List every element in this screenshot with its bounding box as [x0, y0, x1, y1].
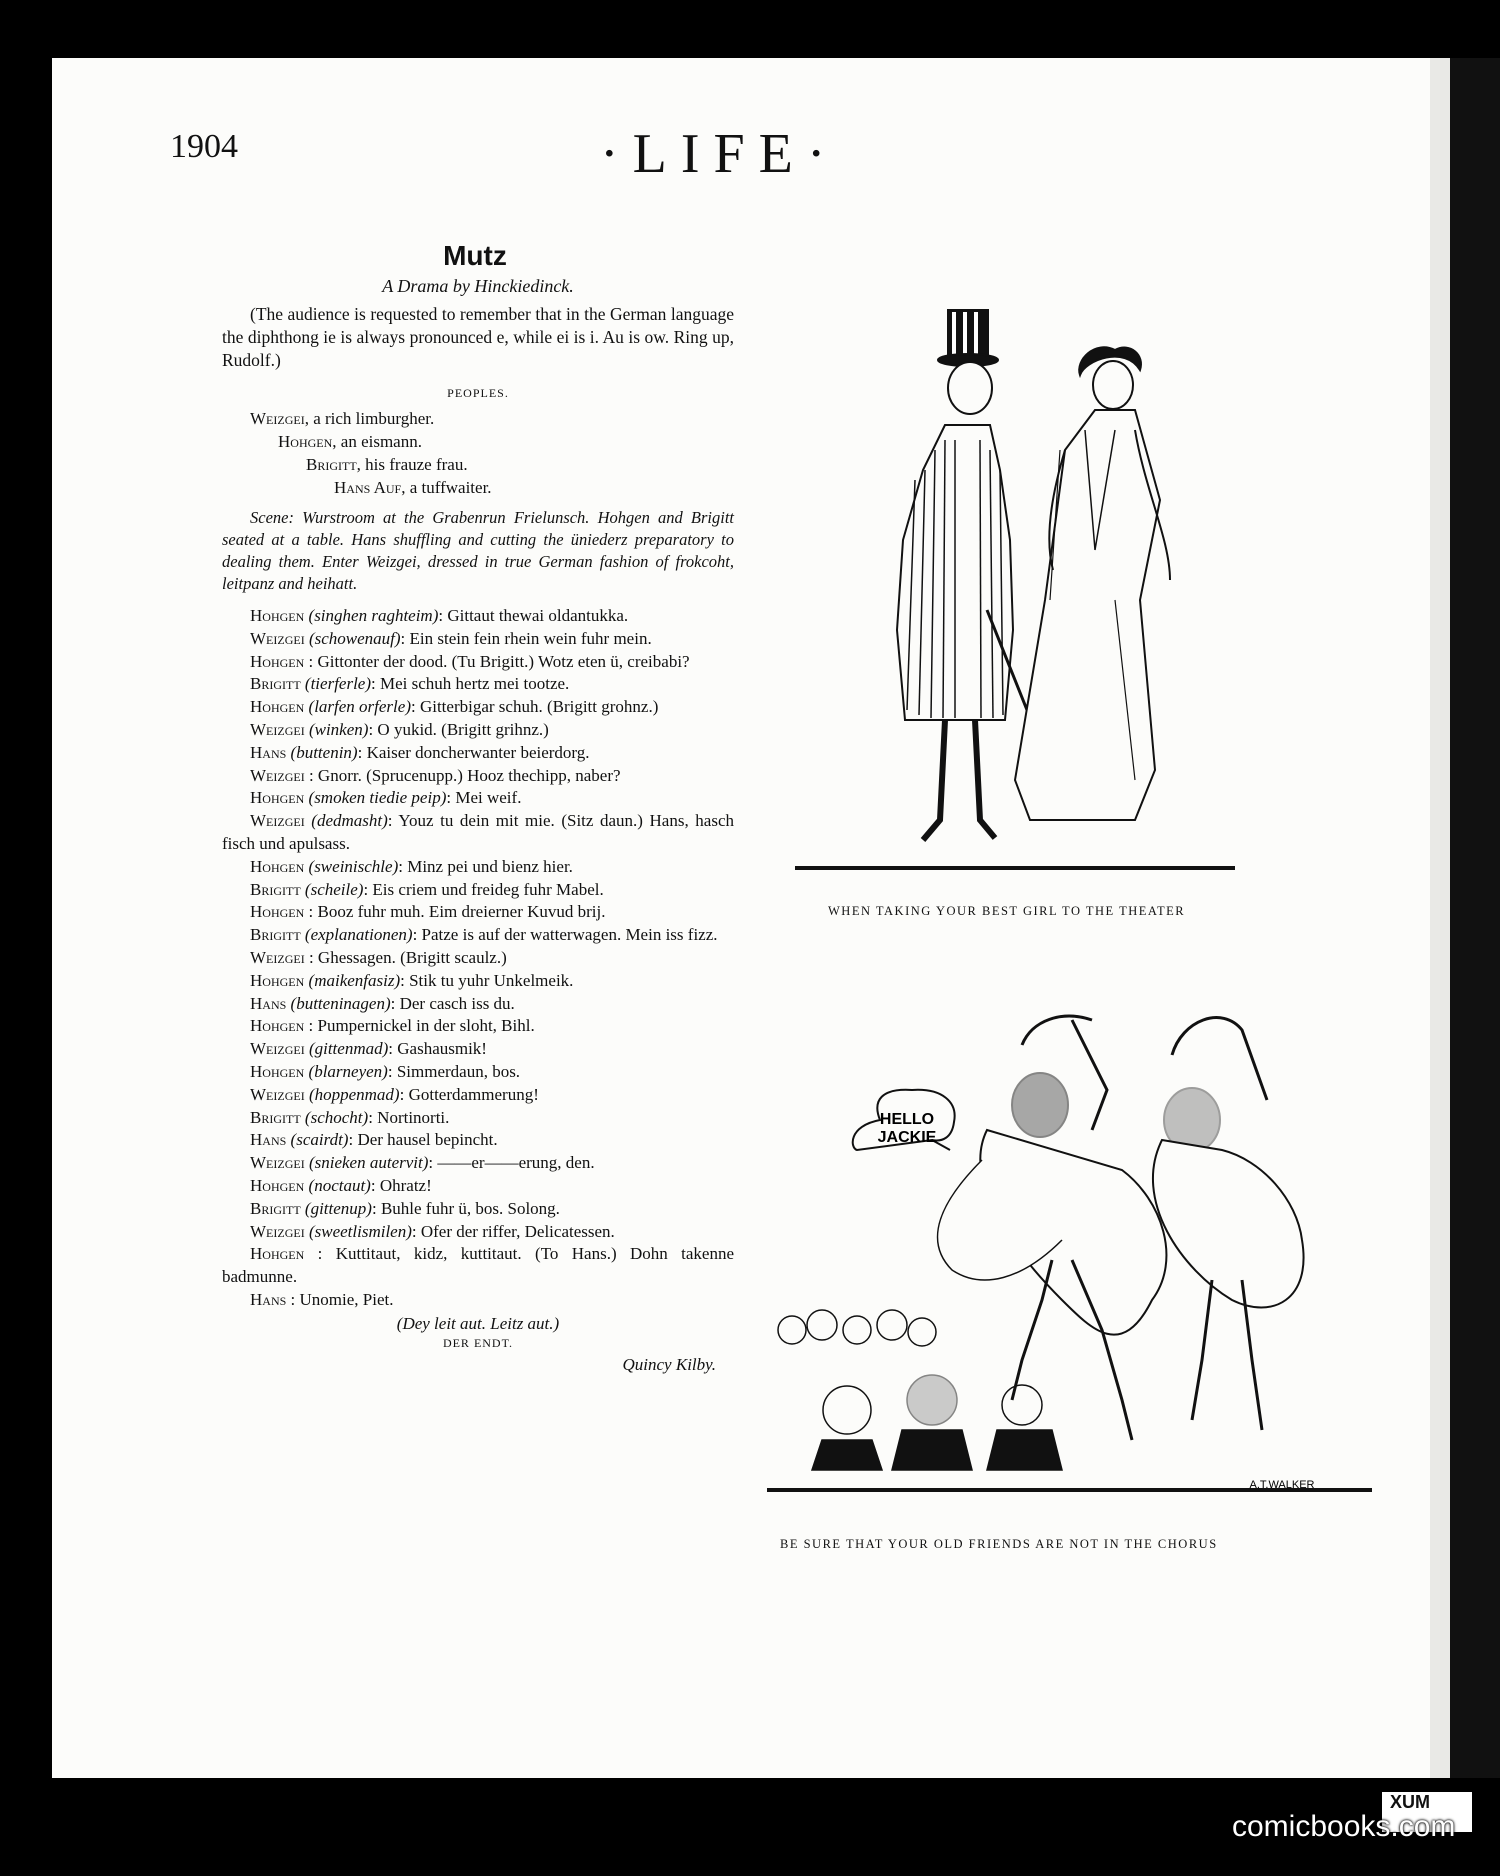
line-text: : Nortinorti. — [368, 1107, 450, 1127]
dialogue-line — [222, 1243, 734, 1289]
stage-direction: (gittenmad) — [308, 1039, 389, 1059]
speaker-name: Hohgen — [250, 651, 305, 671]
dialogue-line — [222, 1152, 734, 1175]
line-text: : Gittaut thewai oldantukka. — [438, 606, 629, 625]
closing-stage-direction: (Dey leit aut. Leitz aut.) — [396, 1313, 560, 1333]
speaker-name: Hohgen — [250, 788, 305, 808]
page-edge — [1430, 58, 1450, 1778]
dialogue-line — [222, 970, 734, 993]
cast-item: Weizgei, a rich limburgher. — [250, 409, 435, 428]
line-text: : Gashausmik! — [388, 1039, 487, 1059]
dialogue-line — [222, 787, 734, 810]
dialogue-line — [222, 1289, 734, 1312]
chorus-illustration — [762, 1000, 1382, 1500]
stage-direction: (schowenauf) — [308, 628, 401, 648]
dialogue — [222, 605, 734, 1312]
speaker-name: Hohgen — [250, 697, 305, 717]
dialogue-line — [222, 810, 734, 856]
dialogue-line — [222, 1084, 734, 1107]
speech-bubble-line: JACKIE — [877, 1129, 937, 1146]
bottom-illustration-caption: BE SURE THAT YOUR OLD FRIENDS ARE NOT IN THE CHORUS — [780, 1537, 1218, 1551]
dialogue-line — [222, 879, 734, 902]
speaker-name: Brigitt — [250, 1107, 301, 1127]
cast-item: Hans Auf, a tuffwaiter. — [334, 478, 492, 497]
line-text: : Stik tu yuhr Unkelmeik. — [400, 970, 574, 990]
dialogue-line — [222, 1129, 734, 1152]
masthead: ·LIFE· — [600, 123, 840, 185]
line-text: : Booz fuhr muh. Eim dreierner Kuvud brij. — [308, 902, 606, 922]
dialogue-line — [222, 1038, 734, 1061]
artist-signature: A.T.WALKER — [1249, 1479, 1315, 1491]
line-text: : Youz tu dein mit mie. (Sitz daun.) Hans, hasch fisch und apulsass. — [222, 811, 735, 853]
line-text: : Ohratz! — [370, 1175, 432, 1195]
couple-illustration — [795, 300, 1315, 875]
cast-item: Hohgen, an eismann. — [278, 432, 422, 451]
dialogue-line — [222, 1198, 734, 1221]
dialogue-line — [222, 765, 734, 788]
speaker-name: Weizgei — [250, 1153, 305, 1173]
speaker-name: Hohgen — [250, 1244, 305, 1264]
speaker-name: Brigitt — [250, 925, 301, 945]
scan-border — [1450, 58, 1500, 1778]
speaker-name: Weizgei — [250, 811, 305, 831]
line-text: : Kuttitaut, kidz, kuttitaut. (To Hans.) Dohn takenne badmunne. — [222, 1244, 735, 1287]
dialogue-line — [222, 993, 734, 1016]
line-text: : Gotterdammerung! — [399, 1084, 539, 1104]
line-text: : Ein stein fein rhein wein fuhr mein. — [400, 628, 652, 648]
author-signature: Quincy Kilby. — [622, 1354, 716, 1374]
stage-direction: (larfen orferle) — [308, 697, 411, 717]
stage-direction: (tierferle) — [304, 674, 372, 694]
stage-direction: (schocht) — [304, 1107, 369, 1127]
speaker-name: Hohgen — [250, 1061, 305, 1081]
speaker-name: Hans — [250, 742, 287, 762]
speaker-name: Weizgei — [250, 628, 305, 648]
speaker-name: Hohgen — [250, 970, 305, 990]
cast-heading: PEOPLES. — [447, 386, 509, 400]
stage-direction: (explanationen) — [304, 925, 413, 945]
page-number: 1904 — [170, 128, 238, 165]
speaker-name: Hans — [250, 1130, 287, 1150]
stage-direction: (dedmasht) — [311, 811, 388, 831]
line-text: : Kaiser doncherwanter beierdorg. — [357, 742, 590, 762]
stage-direction: (scairdt) — [290, 1130, 349, 1150]
dialogue-line — [222, 628, 734, 651]
stage-direction: (smoken tiedie peip) — [308, 788, 447, 808]
line-text: : Gnorr. (Sprucenupp.) Hooz thechipp, naber? — [308, 765, 621, 785]
dialogue-line — [222, 742, 734, 765]
line-text: : Ghessagen. (Brigitt scaulz.) — [308, 947, 507, 967]
line-text: : Ofer der riffer, Delicatessen. — [411, 1221, 615, 1241]
dialogue-line — [222, 1015, 734, 1038]
dialogue-line — [222, 947, 734, 970]
stage-direction: (buttenin) — [290, 742, 358, 762]
speaker-name: Hans — [250, 1289, 287, 1309]
line-text: : Unomie, Piet. — [290, 1289, 394, 1309]
speaker-name: Hans — [250, 993, 287, 1013]
cast-list — [222, 407, 734, 499]
dialogue-line — [222, 696, 734, 719]
speaker-name: Hohgen — [250, 606, 305, 625]
stage-direction: (maikenfasiz) — [308, 970, 401, 990]
scene-description: Scene: Wurstroom at the Grabenrun Frielunsch. Hohgen and Brigitt seated at a table. Hans shuffling and cutting the üniederz preparatory to dealing them. Enter Weizgei, dressed in true German fashion of frokcoht, leitpanz and heihatt. — [222, 508, 734, 593]
stage-direction: (singhen raghteim) — [308, 606, 439, 625]
speaker-name: Weizgei — [250, 1039, 305, 1059]
article-title: Mutz — [443, 240, 507, 271]
dialogue-line — [222, 901, 734, 924]
dialogue-line — [222, 1175, 734, 1198]
dialogue-line — [222, 856, 734, 879]
stage-direction: (butteninagen) — [290, 993, 391, 1013]
line-text: : Gitterbigar schuh. (Brigitt grohnz.) — [410, 697, 659, 717]
speaker-name: Weizgei — [250, 947, 305, 967]
line-text: : Mei weif. — [446, 788, 522, 808]
line-text: : ——er——erung, den. — [428, 1153, 595, 1173]
speaker-name: Brigitt — [250, 879, 301, 899]
speaker-name: Weizgei — [250, 719, 305, 739]
line-text: : Der casch iss du. — [390, 993, 515, 1013]
dialogue-line — [222, 1061, 734, 1084]
article-subtitle: A Drama by Hinckiedinck. — [382, 276, 574, 296]
speaker-name: Weizgei — [250, 765, 305, 785]
line-text: : Minz pei und bienz hier. — [398, 856, 573, 876]
stage-direction: (hoppenmad) — [308, 1084, 400, 1104]
dialogue-line — [222, 1221, 734, 1244]
line-text: : Gittonter der dood. (Tu Brigitt.) Wotz eten ü, creibabi? — [308, 651, 690, 671]
stage-direction: (scheile) — [304, 879, 364, 899]
speaker-name: Brigitt — [250, 1198, 301, 1218]
stage-direction: (winken) — [308, 719, 369, 739]
line-text: : Simmerdaun, bos. — [387, 1061, 521, 1081]
stage-direction: (gittenup) — [304, 1198, 372, 1218]
speaker-name: Hohgen — [250, 1016, 305, 1036]
archive-stamp-text: XUM — [1390, 1792, 1430, 1812]
intro-paragraph: (The audience is requested to remember that in the German language the diphthong ie is always pronounced e, while ei is i. Au is ow. Ring up, Rudolf.) — [222, 304, 734, 370]
speaker-name: Brigitt — [250, 674, 301, 694]
article-column — [222, 240, 734, 1375]
speaker-name: Hohgen — [250, 902, 305, 922]
dialogue-line — [222, 605, 734, 628]
cast-item: Brigitt, his frauze frau. — [306, 455, 468, 474]
dialogue-line — [222, 719, 734, 742]
stage-direction: (sweinischle) — [308, 856, 399, 876]
site-watermark: comicbooks.com — [1232, 1810, 1456, 1843]
line-text: : Patze is auf der watterwagen. Mein iss fizz. — [412, 925, 718, 945]
line-text: : Der hausel bepincht. — [348, 1130, 498, 1150]
end-mark: DER ENDT. — [442, 1335, 514, 1350]
speaker-name: Hohgen — [250, 1175, 305, 1195]
line-text: : Mei schuh hertz mei tootze. — [371, 674, 570, 694]
dialogue-line — [222, 673, 734, 696]
speaker-name: Weizgei — [250, 1084, 305, 1104]
stage-direction: (sweetlismilen) — [308, 1221, 412, 1241]
dialogue-line — [222, 924, 734, 947]
stage-direction: (snieken autervit) — [308, 1153, 429, 1173]
stage-direction: (blarneyen) — [308, 1061, 388, 1081]
line-text: : Buhle fuhr ü, bos. Solong. — [371, 1198, 560, 1218]
line-text: : Pumpernickel in der sloht, Bihl. — [308, 1016, 535, 1036]
speech-bubble-line: HELLO — [879, 1111, 935, 1128]
speaker-name: Weizgei — [250, 1221, 305, 1241]
speaker-name: Hohgen — [250, 856, 305, 876]
stage-direction: (noctaut) — [308, 1175, 371, 1195]
top-illustration-caption: WHEN TAKING YOUR BEST GIRL TO THE THEATER — [828, 904, 1186, 918]
dialogue-line — [222, 1107, 734, 1130]
line-text: : Eis criem und freideg fuhr Mabel. — [363, 879, 604, 899]
line-text: : O yukid. (Brigitt grihnz.) — [368, 719, 549, 739]
dialogue-line — [222, 651, 734, 674]
